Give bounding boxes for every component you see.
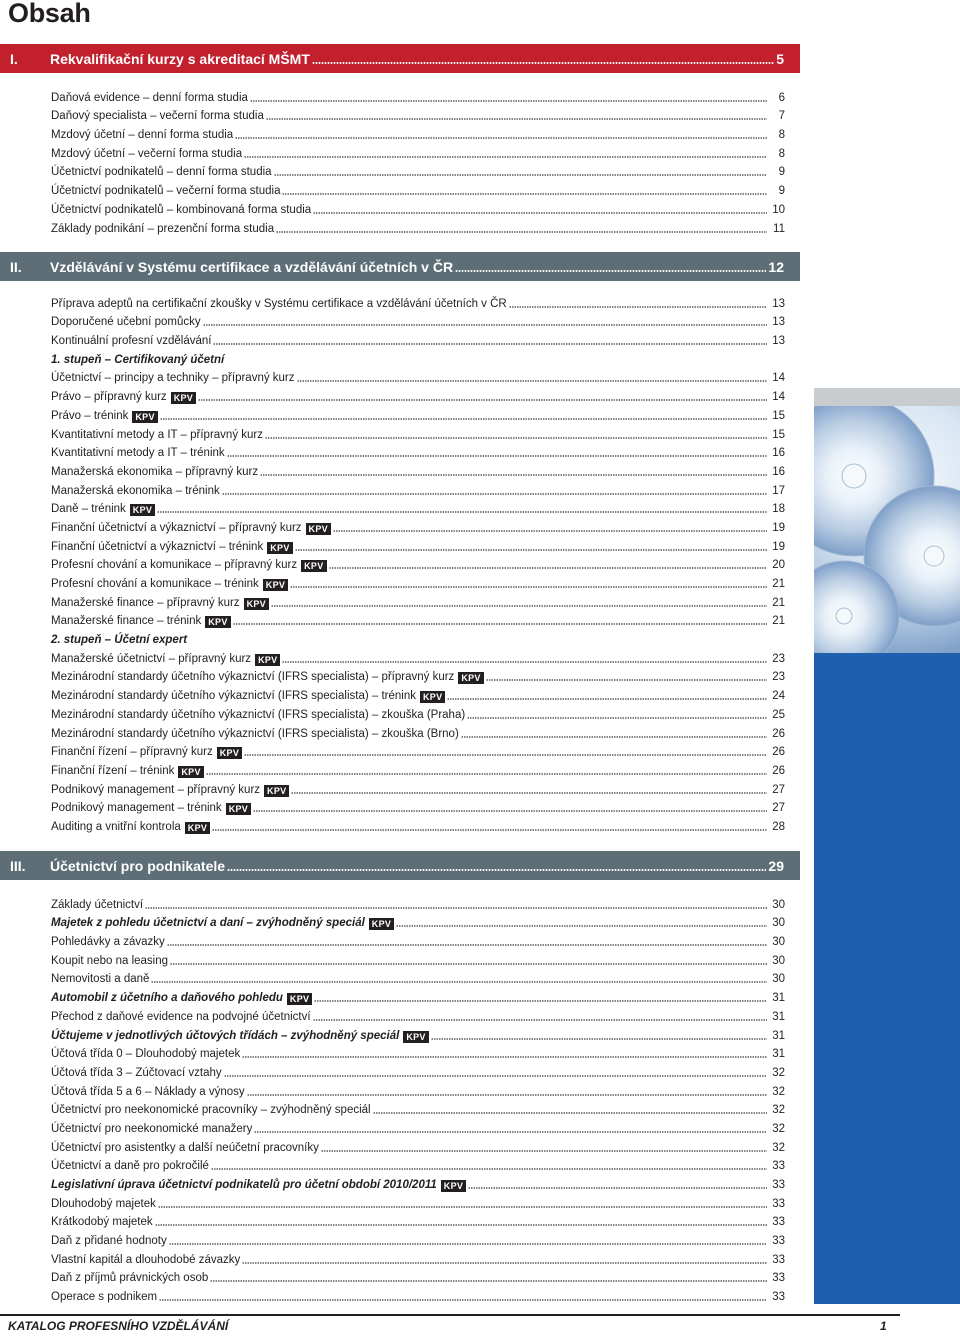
section-entries <box>51 86 785 236</box>
kpv-badge: KPV <box>441 1180 466 1192</box>
toc-entry[interactable] <box>51 1099 785 1118</box>
section-header[interactable] <box>0 252 800 281</box>
toc-entry[interactable] <box>51 741 785 760</box>
toc-entry-page: 30 <box>772 954 785 967</box>
toc-entry-label: Příprava adeptů na certifikační zkoušky v Systému certifikace a vzdělávání účetních v ČR <box>51 297 507 310</box>
dot-leader <box>206 773 767 775</box>
dot-leader <box>254 1131 767 1133</box>
kpv-badge: KPV <box>267 542 292 554</box>
toc-entry-label: Manažerské finance – přípravný kurz <box>51 596 240 609</box>
toc-entry-page: 20 <box>772 559 785 572</box>
toc-entry-page: 30 <box>772 936 785 949</box>
toc-entry-page: 21 <box>772 596 785 609</box>
toc-entry-page: 23 <box>772 652 785 665</box>
toc-entry-page: 7 <box>778 110 785 123</box>
toc-entry[interactable] <box>51 1173 785 1192</box>
toc-entry-label: Finanční účetnictví a výkaznictví – přípravný kurz <box>51 521 302 534</box>
toc-entry-page: 31 <box>772 1048 785 1061</box>
dot-leader <box>212 829 767 831</box>
section-header[interactable] <box>0 44 800 73</box>
toc-entry-page: 17 <box>772 484 785 497</box>
toc-entry[interactable] <box>51 329 785 348</box>
dot-leader <box>509 306 767 308</box>
dot-leader <box>321 1150 767 1152</box>
dot-leader <box>274 174 767 176</box>
toc-entry[interactable] <box>51 1080 785 1099</box>
toc-entry[interactable] <box>51 703 785 722</box>
toc-entry[interactable] <box>51 161 785 180</box>
page-title: Obsah <box>8 0 91 28</box>
toc-entry[interactable] <box>51 1043 785 1062</box>
dot-leader <box>271 605 767 607</box>
toc-entry-page: 33 <box>772 1160 785 1173</box>
dot-leader <box>295 549 767 551</box>
section-entries <box>51 893 785 1304</box>
toc-entry[interactable] <box>51 535 785 554</box>
toc-subheading <box>51 348 785 367</box>
toc-entry-page: 6 <box>778 91 785 104</box>
toc-entry-page: 26 <box>772 727 785 740</box>
toc-entry-label: Auditing a vnitřní kontrola <box>51 820 181 833</box>
toc-entry[interactable] <box>51 1248 785 1267</box>
toc-entry[interactable] <box>51 385 785 404</box>
toc-entry[interactable] <box>51 105 785 124</box>
toc-entry-page: 30 <box>772 898 785 911</box>
toc-entry[interactable] <box>51 423 785 442</box>
toc-entry-label: Právo – přípravný kurz <box>51 391 167 404</box>
toc-entry-page: 33 <box>772 1179 785 1191</box>
toc-entry-label: Účetnictví pro neekonomické manažery <box>51 1122 253 1135</box>
toc-entry[interactable] <box>51 311 785 330</box>
toc-entry-page: 21 <box>772 615 785 628</box>
dot-leader <box>373 1112 767 1114</box>
dot-leader <box>145 907 767 909</box>
toc-entry-label: Účetnictví pro neekonomické pracovníky – zvýhodněný speciál <box>51 1104 371 1117</box>
dot-leader <box>313 1019 767 1021</box>
toc-entry-page: 30 <box>772 973 785 986</box>
section-title: Účetnictví pro podnikatele <box>50 857 226 874</box>
kpv-badge: KPV <box>244 598 269 610</box>
toc-entry-page: 10 <box>772 203 785 216</box>
toc-subheading <box>51 628 785 647</box>
kpv-badge: KPV <box>130 504 155 516</box>
toc-entry[interactable] <box>51 684 785 703</box>
toc-entry-label: Profesní chování a komunikace – přípravný kurz <box>51 559 298 572</box>
toc-entry-page: 33 <box>772 1235 785 1248</box>
toc-entry-page: 16 <box>772 447 785 460</box>
toc-entry-label: Základy podnikání – prezenční forma studia <box>51 222 275 235</box>
toc-entry[interactable] <box>51 1229 785 1248</box>
toc-entry-page: 9 <box>778 185 785 198</box>
toc-entry-page: 32 <box>772 1085 785 1098</box>
toc-entry[interactable] <box>51 292 785 311</box>
toc-entry[interactable] <box>51 591 785 610</box>
dot-leader <box>396 925 767 927</box>
toc-entry-page: 14 <box>772 391 785 404</box>
toc-entry-label: Vlastní kapitál a dlouhodobé závazky <box>51 1253 241 1266</box>
toc-entry-label: Legislativní úprava účetnictví podnikatelů pro účetní období 2010/2011 <box>51 1179 437 1191</box>
toc-entry[interactable] <box>51 815 785 834</box>
dot-leader <box>314 1000 767 1002</box>
toc-entry-page: 16 <box>772 465 785 478</box>
dot-leader <box>244 754 767 756</box>
toc-entry-page: 27 <box>772 802 785 815</box>
kpv-badge: KPV <box>369 918 394 930</box>
toc-entry[interactable] <box>51 797 785 816</box>
dot-leader <box>158 1206 767 1208</box>
toc-entry-label: Finanční účetnictví a výkaznictví – trénink <box>51 540 264 553</box>
toc-entry[interactable] <box>51 722 785 741</box>
toc-entry-page: 21 <box>772 578 785 590</box>
section-entries <box>51 292 785 834</box>
toc-entry-label: Daňová evidence – denní forma studia <box>51 91 248 104</box>
toc-entry-label: Koupit nebo na leasing <box>51 954 169 967</box>
toc-entry-label: Účetnictví podnikatelů – kombinovaná forma studia <box>51 203 312 216</box>
toc-entry-page: 32 <box>772 1122 785 1135</box>
toc-entry-label: Právo – trénink <box>51 409 129 422</box>
toc-entry-page: 27 <box>772 783 785 796</box>
dot-leader <box>213 343 767 345</box>
dot-leader <box>167 944 767 946</box>
toc-entry-page: 24 <box>772 690 785 703</box>
toc-entry-label: Manažerské účetnictví – přípravný kurz <box>51 652 252 665</box>
toc-entry-page: 8 <box>778 147 785 160</box>
dot-leader <box>169 1243 767 1245</box>
toc-entry[interactable] <box>51 123 785 142</box>
footer-page-number: 1 <box>880 1319 887 1333</box>
toc-entry[interactable] <box>51 1192 785 1211</box>
toc-entry-page: 33 <box>772 1216 785 1229</box>
toc-entry[interactable] <box>51 666 785 685</box>
kpv-badge: KPV <box>458 672 483 684</box>
toc-entry-label: Mezinárodní standardy účetního výkaznictví (IFRS specialista) – trénink <box>51 690 416 703</box>
toc-entry-label: Mzdový účetní – večerní forma studia <box>51 147 243 160</box>
toc-entry-page: 32 <box>772 1066 785 1079</box>
toc-entry-page: 31 <box>772 1029 785 1042</box>
toc-entry-label: Základy účetnictví <box>51 898 144 911</box>
toc-entry-label: Finanční řízení – trénink <box>51 764 175 777</box>
toc-entry-page: 13 <box>772 297 785 310</box>
toc-entry[interactable] <box>51 1061 785 1080</box>
dot-leader <box>290 586 767 588</box>
dot-leader <box>227 869 766 871</box>
toc-entry-label: Přechod z daňové evidence na podvojné účetnictví <box>51 1010 311 1023</box>
toc-entry-page: 32 <box>772 1141 785 1154</box>
toc-entry-page: 15 <box>772 409 785 422</box>
toc-entry-label: Manažerská ekonomika – trénink <box>51 484 220 497</box>
toc-entry[interactable] <box>51 1024 785 1043</box>
dot-leader <box>312 62 774 64</box>
section-page-number: 12 <box>768 258 784 275</box>
toc-entry[interactable] <box>51 1155 785 1174</box>
dot-leader <box>235 137 767 139</box>
toc-entry-label: Podnikový management – trénink <box>51 802 222 815</box>
dot-leader <box>431 1038 767 1040</box>
toc-entry-page: 23 <box>772 671 785 684</box>
dot-leader <box>282 661 767 663</box>
dot-leader <box>224 1075 767 1077</box>
dot-leader <box>447 698 767 700</box>
kpv-badge: KPV <box>287 993 312 1005</box>
toc-entry[interactable] <box>51 460 785 479</box>
toc-entry-label: Mzdový účetní – denní forma studia <box>51 129 234 142</box>
dot-leader <box>291 792 767 794</box>
toc-entry-label: Účtová třída 0 – Dlouhodobý majetek <box>51 1048 241 1061</box>
kpv-badge: KPV <box>255 654 280 666</box>
toc-entry[interactable] <box>51 479 785 498</box>
dot-leader <box>265 437 767 439</box>
toc-entry-page: 15 <box>772 428 785 441</box>
toc-entry-label: Podnikový management – přípravný kurz <box>51 783 261 796</box>
toc-entry[interactable] <box>51 949 785 968</box>
toc-entry[interactable] <box>51 367 785 386</box>
kpv-badge: KPV <box>185 822 210 834</box>
toc-entry[interactable] <box>51 442 785 461</box>
toc-entry-page: 31 <box>772 992 785 1005</box>
kpv-badge: KPV <box>178 766 203 778</box>
kpv-badge: KPV <box>263 579 288 591</box>
toc-entry-label: Mezinárodní standardy účetního výkaznictví (IFRS specialista) – přípravný kurz <box>51 671 455 684</box>
toc-entry-page: 28 <box>772 820 785 833</box>
toc-entry-label: 2. stupeň – Účetní expert <box>51 634 188 647</box>
toc-entry[interactable] <box>51 516 785 535</box>
toc-entry-page: 14 <box>772 372 785 385</box>
dot-leader <box>203 324 767 326</box>
cd-discs-image <box>814 406 960 653</box>
dot-leader <box>160 418 767 420</box>
toc-entry-page: 11 <box>773 222 785 235</box>
dot-leader <box>211 1168 767 1170</box>
toc-entry-label: Doporučené učební pomůcky <box>51 316 201 329</box>
toc-entry[interactable] <box>51 1117 785 1136</box>
toc-entry-label: Mezinárodní standardy účetního výkaznictví (IFRS specialista) – zkouška (Praha) <box>51 708 466 721</box>
toc-entry-label: Mezinárodní standardy účetního výkaznictví (IFRS specialista) – zkouška (Brno) <box>51 727 459 740</box>
toc-entry-label: Krátkodobý majetek <box>51 1216 153 1229</box>
toc-entry-page: 33 <box>772 1272 785 1285</box>
kpv-badge: KPV <box>205 616 230 628</box>
dot-leader <box>266 118 767 120</box>
toc-entry[interactable] <box>51 1267 785 1286</box>
dot-leader <box>455 270 766 272</box>
dot-leader <box>313 212 767 214</box>
dot-leader <box>210 1280 767 1282</box>
toc-entry-page: 8 <box>778 129 785 142</box>
dot-leader <box>227 455 767 457</box>
dot-leader <box>468 1187 767 1189</box>
section-title: Rekvalifikační kurzy s akreditací MŠMT <box>50 50 310 67</box>
footer-catalog-title: KATALOG PROFESNÍHO VZDĚLÁVÁNÍ <box>8 1319 229 1333</box>
dot-leader <box>157 511 767 513</box>
toc-entry-label: Daň z přidané hodnoty <box>51 1235 167 1248</box>
toc-entry[interactable] <box>51 86 785 105</box>
toc-entry-label: Účtová třída 3 – Zúčtovací vztahy <box>51 1066 222 1079</box>
toc-entry[interactable] <box>51 986 785 1005</box>
toc-entry-page: 13 <box>772 335 785 348</box>
toc-entry[interactable] <box>51 610 785 629</box>
toc-entry[interactable] <box>51 778 785 797</box>
toc-entry[interactable] <box>51 647 785 666</box>
toc-entry-page: 31 <box>772 1010 785 1023</box>
dot-leader <box>333 530 767 532</box>
toc-entry-label: Nemovitosti a daně <box>51 973 150 986</box>
toc-entry-label: Účtová třída 5 a 6 – Náklady a výnosy <box>51 1085 245 1098</box>
toc-entry[interactable] <box>51 179 785 198</box>
kpv-badge: KPV <box>217 747 242 759</box>
dot-leader <box>329 567 768 569</box>
toc-entry-label: Profesní chování a komunikace – trénink <box>51 578 259 590</box>
toc-entry[interactable] <box>51 1285 785 1304</box>
dot-leader <box>486 679 767 681</box>
toc-entry-label: Daně – trénink <box>51 503 126 516</box>
dot-leader <box>247 1094 767 1096</box>
toc-entry-label: Účetnictví podnikatelů – denní forma studia <box>51 166 272 179</box>
toc-entry[interactable] <box>51 572 785 591</box>
toc-entry-label: Daň z příjmů právnických osob <box>51 1272 209 1285</box>
toc-entry-page: 30 <box>772 917 785 930</box>
section-header[interactable] <box>0 851 800 880</box>
dot-leader <box>170 963 767 965</box>
toc-entry[interactable] <box>51 1136 785 1155</box>
toc-entry[interactable] <box>51 912 785 931</box>
kpv-badge: KPV <box>403 1031 428 1043</box>
dot-leader <box>151 981 767 983</box>
side-gray-strip <box>814 388 960 406</box>
toc-entry[interactable] <box>51 142 785 161</box>
toc-entry-label: Dlouhodobý majetek <box>51 1197 156 1210</box>
toc-entry[interactable] <box>51 1211 785 1230</box>
toc-entry-label: Kvantitativní metody a IT – přípravný kurz <box>51 428 263 441</box>
section-number: III. <box>10 857 26 874</box>
toc-entry-label: Kontinuální profesní vzdělávání <box>51 335 212 348</box>
dot-leader <box>244 156 767 158</box>
toc-entry[interactable] <box>51 930 785 949</box>
toc-entry[interactable] <box>51 968 785 987</box>
toc-entry[interactable] <box>51 498 785 517</box>
dot-leader <box>159 1299 767 1301</box>
toc-entry-label: Finanční řízení – přípravný kurz <box>51 746 213 759</box>
toc-entry-label: Účetnictví podnikatelů – večerní forma studia <box>51 185 281 198</box>
toc-entry-label: Účetnictví – principy a techniky – přípravný kurz <box>51 372 295 385</box>
toc-entry-page: 9 <box>778 166 785 179</box>
side-blue-bar <box>814 653 960 1304</box>
kpv-badge: KPV <box>264 785 289 797</box>
dot-leader <box>222 493 767 495</box>
toc-entry-label: Účetnictví a daně pro pokročilé <box>51 1160 209 1173</box>
toc-entry-label: Daňový specialista – večerní forma studia <box>51 110 264 123</box>
toc-entry[interactable] <box>51 554 785 573</box>
toc-entry-page: 13 <box>772 316 785 329</box>
dot-leader <box>276 231 767 233</box>
dot-leader <box>250 100 767 102</box>
toc-entry-label: Majetek z pohledu účetnictví a daní – zvýhodněný speciál <box>51 917 365 930</box>
toc-entry[interactable] <box>51 198 785 217</box>
dot-leader <box>242 1056 767 1058</box>
toc-entry-page: 33 <box>772 1253 785 1266</box>
section-number: II. <box>10 258 22 275</box>
kpv-badge: KPV <box>306 523 331 535</box>
section-page-number: 5 <box>776 50 784 67</box>
dot-leader <box>233 623 767 625</box>
dot-leader <box>242 1262 767 1264</box>
toc-entry-page: 25 <box>772 708 785 721</box>
toc-entry-label: Pohledávky a závazky <box>51 936 165 949</box>
toc-entry-label: Manažerská ekonomika – přípravný kurz <box>51 465 259 478</box>
dot-leader <box>253 810 767 812</box>
toc-entry-label: Účtujeme v jednotlivých účtových třídách – zvýhodněný speciál <box>51 1029 400 1042</box>
toc-entry[interactable] <box>51 759 785 778</box>
dot-leader <box>198 399 767 401</box>
toc-entry-page: 32 <box>772 1104 785 1117</box>
toc-entry[interactable] <box>51 1005 785 1024</box>
dot-leader <box>467 717 767 719</box>
section-page-number: 29 <box>768 857 784 874</box>
dot-leader <box>461 736 767 738</box>
kpv-badge: KPV <box>132 411 157 423</box>
toc-entry[interactable] <box>51 893 785 912</box>
dot-leader <box>297 380 767 382</box>
toc-entry-label: Automobil z účetního a daňového pohledu <box>51 992 283 1005</box>
dot-leader <box>282 193 767 195</box>
kpv-badge: KPV <box>420 691 445 703</box>
toc-entry-page: 26 <box>772 746 785 759</box>
toc-entry-page: 33 <box>772 1197 785 1210</box>
kpv-badge: KPV <box>301 560 326 572</box>
toc-entry[interactable] <box>51 217 785 236</box>
toc-entry-label: 1. stupeň – Certifikovaný účetní <box>51 353 225 366</box>
toc-entry-page: 33 <box>772 1291 785 1304</box>
toc-entry-label: Kvantitativní metody a IT – trénink <box>51 447 225 460</box>
footer-rule <box>0 1314 900 1316</box>
toc-entry-page: 19 <box>772 540 785 553</box>
toc-entry-page: 19 <box>772 521 785 534</box>
toc-entry-page: 18 <box>772 503 785 516</box>
toc-entry-label: Účetnictví pro asistentky a další neúčetní pracovníky <box>51 1141 319 1154</box>
dot-leader <box>155 1224 767 1226</box>
dot-leader <box>260 474 767 476</box>
toc-entry-page: 26 <box>772 764 785 777</box>
toc-entry-label: Operace s podnikem <box>51 1291 158 1304</box>
kpv-badge: KPV <box>226 803 251 815</box>
kpv-badge: KPV <box>171 392 196 404</box>
section-number: I. <box>10 50 18 67</box>
toc-entry-label: Manažerské finance – trénink <box>51 615 202 628</box>
toc-entry[interactable] <box>51 404 785 423</box>
section-title: Vzdělávání v Systému certifikace a vzdělávání účetních v ČR <box>50 258 454 275</box>
